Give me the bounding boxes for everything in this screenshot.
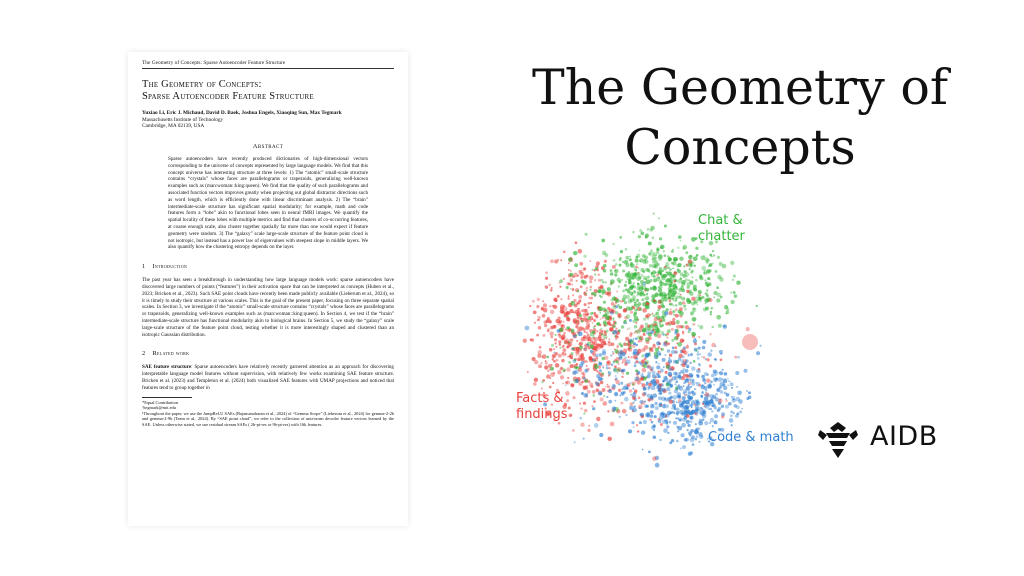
logo-text: AIDB [870,421,938,452]
cluster-label-code: Code & math [708,430,794,445]
cluster-label-facts-line1: Facts & [516,391,564,406]
section-2-number: 2 [142,350,146,358]
paper-authors: Yuxiao Li, Eric J. Michaud, David D. Baek, Joshua Engels, Xiaoqing Sun, Max Tegmark [142,110,342,116]
cluster-label-chat-line2: chatter [698,229,745,244]
footnote-rule [142,397,192,398]
cluster-label-facts-line2: findings [516,407,568,422]
footnote-2: †tegmark@mit.edu [142,405,176,411]
section-2-heading [142,350,394,357]
section-2-body: : Sparse autoencoders have relatively recently garnered attention as an approach for discovering interpretable language model features without supervision, with relatively few works examining SAE feature structure. Bricken et al. (2023) and Templeton et al. (2024) both visualized SAE features with UMAP projections and noticed that features tend to group together in [142,364,394,391]
footnote-3: ¹Throughout the paper, we use the JumpReLU SAEs (Rajamanoharan et al., 2024) of “Gemma Scope” (Lieberum et al., 2024) for gemma-2-2b and gemma-2-9b (Team et al., 2024). By “SAE point cloud”, we refer to the collection of unit-norm decoder feature vectors learned by the SAE. Unless otherwise stated, we use residual stream SAEs ( 2b-pt-res or 9b-pt-res) with 16k features. [142,410,394,427]
paper-affiliation-line1: Massachusetts Institute of Technology [142,116,224,123]
section-1-text: The past year has seen a breakthrough in understanding how large language models work: sparse autoencoders have discovered large numbers of points (“features”) in their activation space that can be interpreted as concepts (Huben et al., 2023; Bricken et al., 2023). Such SAE point clouds have recently been made publicly available (Lieberum et al., 2024), so it is timely to study their structure at various scales. This is the goal of the present paper, focusing on three separate spatial scales. In Section 3, we investigate if the “atomic” small-scale structure contains “crystals” whose faces are parallelograms or trapezoids, generalizing well-known examples such as (man:woman::king:queen). In Section 4, we test if the “brain” intermediate-scale structure has functional modularity akin to biological brains. In Section 5, we study the “galaxy” scale large-scale structure of the feature point cloud, testing whether it is more interestingly shaped and clustered than an isotropic Gaussian distribution. [142,277,394,338]
section-2-title: Related work [152,350,190,358]
paper-page [128,52,408,526]
section-1-title: Introduction [152,263,188,271]
running-head: The Geometry of Concepts: Sparse Autoencoder Feature Structure [142,60,394,69]
paper-title-line2: Sparse Autoencoder Feature Structure [142,91,314,102]
outlier-point [742,334,758,350]
section-2-text [142,364,394,391]
abstract-heading: Abstract [252,143,284,151]
headline-line2: Concepts [624,119,856,176]
section-1-heading [142,263,394,270]
abstract-text: Sparse autoencoders have recently produced dictionaries of high-dimensional vectors corresponding to the universe of concepts represented by large language models. We find that this concept universe has interesting structure at three levels: 1) The “atomic” small-scale structure contains “crystals” whose faces are parallelograms or trapezoids, generalizing well-known examples such as (man:woman::king:queen). We find that the quality of such parallelograms and associated function vectors improves greatly when projecting out global distractor directions such as word length, which is efficiently done with linear discriminant analysis. 2) The “brain” intermediate-scale structure has significant spatial modularity; for example, math and code features form a “lobe” akin to functional lobes seen in neural fMRI images. We quantify the spatial locality of these lobes with multiple metrics and find that clusters of co-occurring features, at coarse enough scale, also cluster together spatially far more than one would expect if feature geometry were random. 3) The “galaxy” scale large-scale structure of the feature point cloud is not isotropic, but instead has a power law of eigenvalues with steepest slope in middle layers. We also quantify how the clustering entropy depends on the layer. [168,156,368,251]
section-1-number: 1 [142,263,146,271]
paper-title [142,79,394,103]
headline [520,58,960,178]
footnote-1: *Equal Contribution [142,399,178,405]
paper-affiliation-line2: Cambridge, MA 02139, USA [142,122,205,129]
paper-title-line1: The Geometry of Concepts: [142,79,262,90]
cluster-label-chat-line1: Chat & [698,213,743,228]
headline-line1: The Geometry of [532,59,948,116]
cluster-label-chat [698,213,745,245]
section-2-lead: SAE feature structure [142,364,192,371]
cluster-label-facts [516,391,568,423]
bee-icon [816,418,860,462]
